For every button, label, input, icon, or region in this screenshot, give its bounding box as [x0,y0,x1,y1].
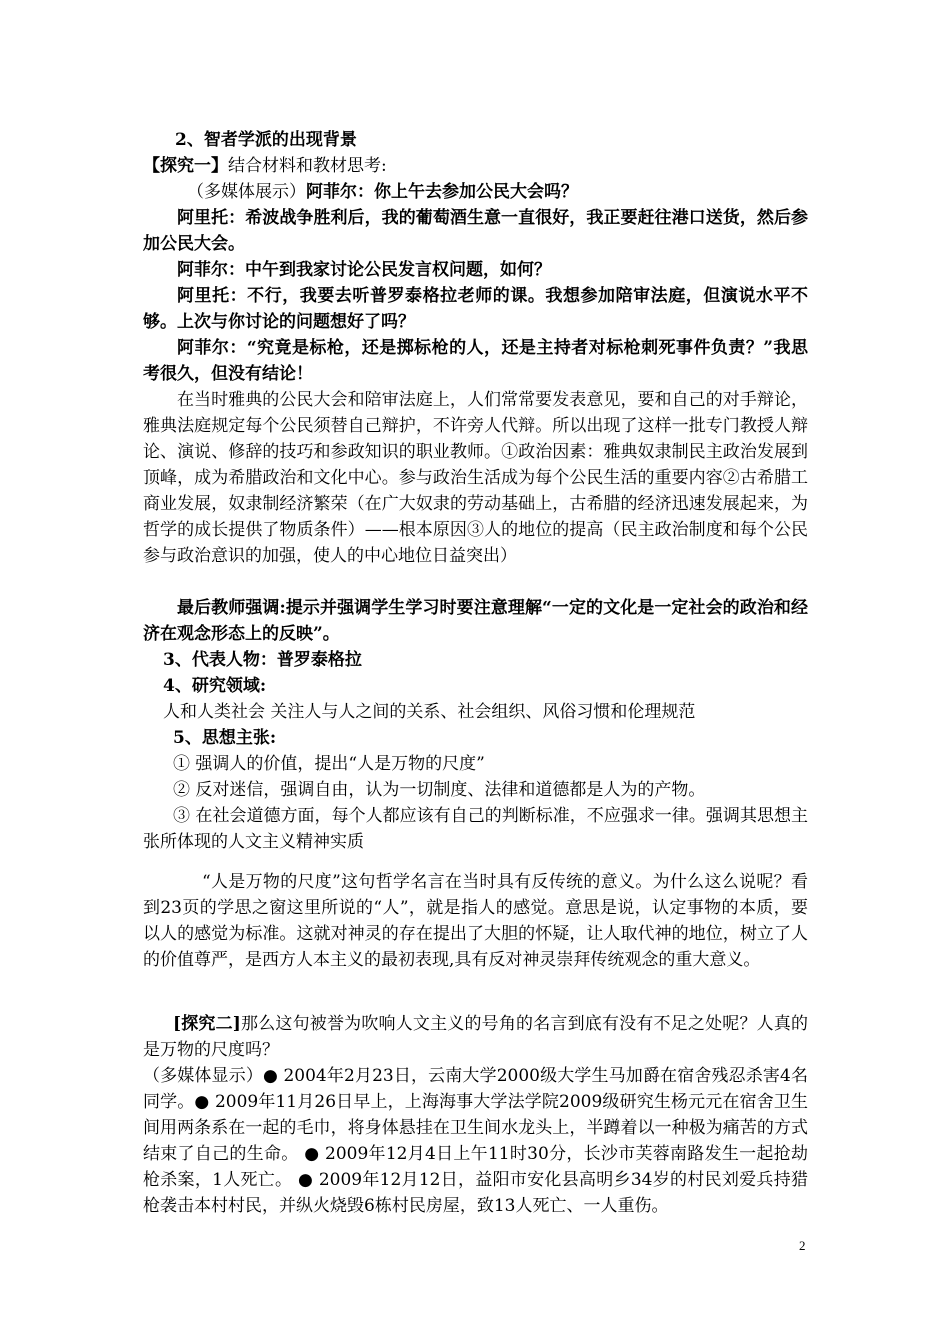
page-number: 2 [799,1238,806,1253]
dialog-line-5: 阿菲尔：“究竟是标枪，还是掷标枪的人，还是主持者对标枪刺死事件负责？”我思考很久，但没有结论！ [143,338,808,384]
explore-one-text: 结合材料和教材思考: [228,156,387,176]
heading-ideas: 5、思想主张: [173,728,277,748]
dialog-line-3: 阿菲尔：中午到我家讨论公民发言权问题，如何？ [177,260,551,280]
dialog-line-2: 阿里托：希波战争胜利后，我的葡萄酒生意一直很好，我正要赶往港口送货，然后参加公民大会。 [143,208,808,254]
explore-one-label: 【探究一】 [143,156,228,176]
dialog-line-1 [187,179,852,205]
dialog-text: 阿菲尔：你上午去参加公民大会吗？ [306,182,578,202]
dialog-line-4: 阿里托：不行，我要去听普罗泰格拉老师的课。我想参加陪审法庭，但演说水平不够。上次与你讨论的问题想好了吗？ [143,286,808,332]
measure-paragraph: “人是万物的尺度”这句哲学名言在当时具有反传统的意义。为什么这么说呢？看到23页的学思之窗这里所说的“人”，就是指人的感觉。意思是说，认定事物的本质，要以人的感觉为标准。这就对神灵的存在提出了大胆的怀疑，让人取代神的地位，树立了人的价值尊严，是西方人本主义的最初表现,具有反对神灵崇拜传统观念的重大意义。 [143,872,808,970]
cases-paragraph: （多媒体显示）● 2004年2月23日，云南大学2000级大学生马加爵在宿舍残忍杀害4名同学。● 2009年11月26日早上，上海海事大学法学院2009级研究生杨元元在宿舍卫生间用两条系在一起的毛巾，将身体悬挂在卫生间水龙头上，半蹲着以一种极为痛苦的方式结束了自己的生命。 ● 2009年12月4日上午11时30分，长沙市芙蓉南路发生一起抢劫枪杀案，1人死亡。 ● 2009年12月12日，益阳市安化县高明乡34岁的村民刘爱兵持猎枪袭击本村村民，并纵火烧毁6栋村民房屋，致13人死亡、一人重伤。 [143,1066,808,1216]
dialog-prefix: （多媒体展示） [187,182,306,202]
explore-two-label: [探究二] [173,1014,241,1034]
background-paragraph: 在当时雅典的公民大会和陪审法庭上，人们常常要发表意见，要和自己的对手辩论，雅典法庭规定每个公民须替自己辩护，不许旁人代辩。所以出现了这样一批专门教授人辩论、演说、修辞的技巧和参政知识的职业教师。①政治因素：雅典奴隶制民主政治发展到顶峰，成为希腊政治和文化中心。参与政治生活成为每个公民生活的重要内容②古希腊工商业发展，奴隶制经济繁荣（在广大奴隶的劳动基础上，古希腊的经济迅速发展起来，为哲学的成长提供了物质条件）——根本原因③人的地位的提高（民主政治制度和每个公民参与政治意识的加强，使人的中心地位日益突出） [143,390,808,566]
idea-item-2: ② 反对迷信，强调自由，认为一切制度、法律和道德都是人为的产物。 [173,780,706,800]
idea-item-1: ① 强调人的价值，提出“人是万物的尺度” [173,754,485,774]
idea-item-3: ③ 在社会道德方面，每个人都应该有自己的判断标准，不应强求一律。强调其思想主张所体现的人文主义精神实质 [143,806,808,852]
explore-two [143,1011,808,1063]
teacher-emphasis: 最后教师强调:提示并强调学生学习时要注意理解“一定的文化是一定社会的政治和经济在观念形态上的反映”。 [143,598,808,644]
heading-representative: 3、代表人物：普罗泰格拉 [163,650,362,670]
explore-one [143,153,808,179]
heading-research-field: 4、研究领域: [163,676,267,696]
research-field-text: 人和人类社会 关注人与人之间的关系、社会组织、风俗习惯和伦理规范 [163,702,696,722]
explore-two-text: 那么这句被誉为吹响人文主义的号角的名言到底有没有不足之处呢？人真的是万物的尺度吗？ [143,1014,809,1060]
heading-background: 2、智者学派的出现背景 [175,130,357,150]
